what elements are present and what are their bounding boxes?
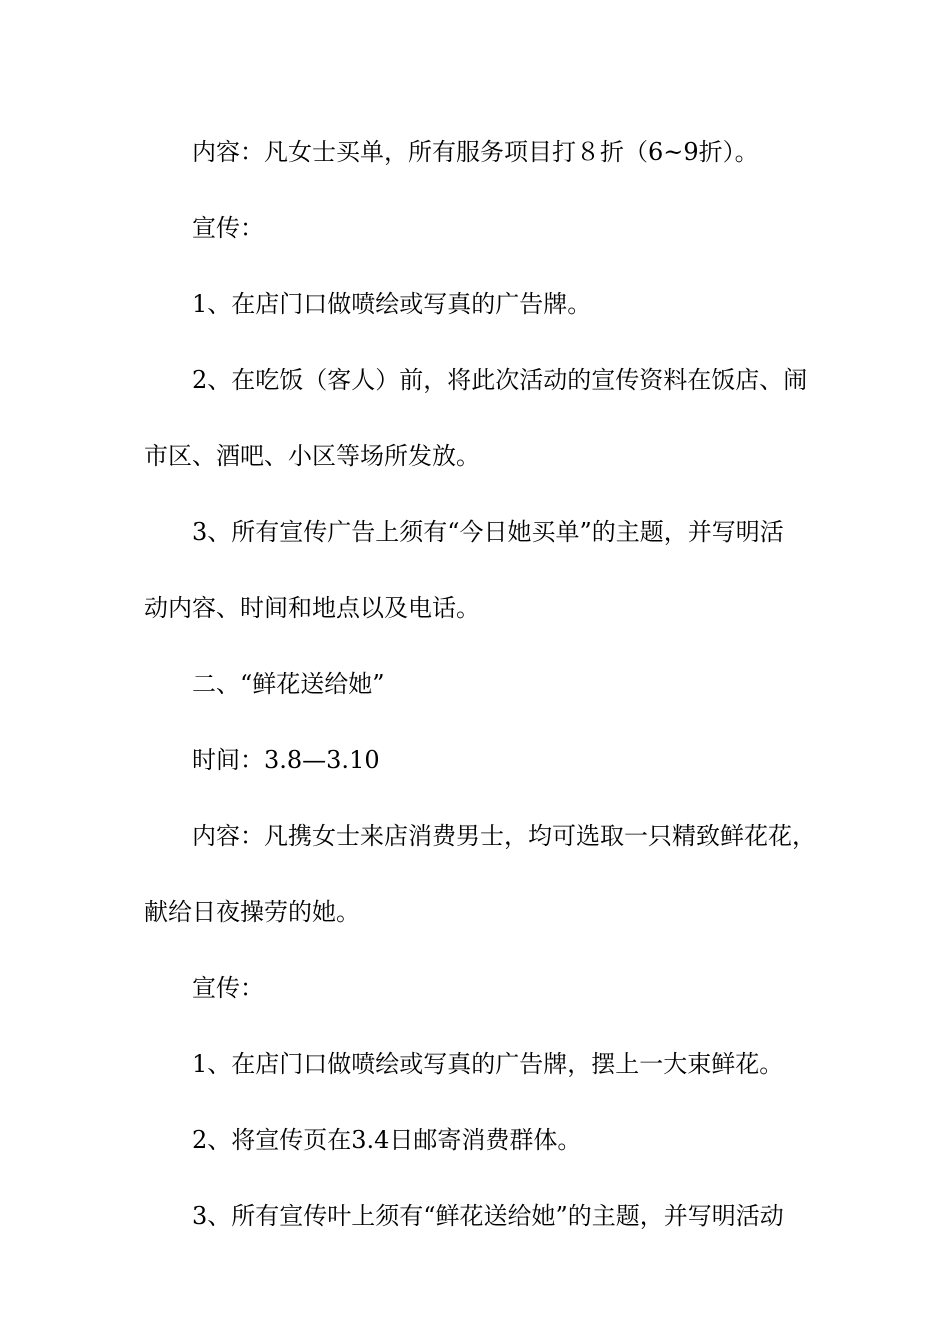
paragraph-promotion-heading-2: 宣传：: [192, 974, 264, 1002]
paragraph-flowers-item-1: 1、在店门口做喷绘或写真的广告牌，摆上一大束鲜花。: [192, 1050, 784, 1078]
document-body: [144, 130, 834, 1270]
section-heading-flowers: 二、“鲜花送给她”: [192, 670, 385, 698]
paragraph-promotion-item-1: 1、在店门口做喷绘或写真的广告牌。: [192, 290, 592, 318]
paragraph-flowers-item-3: 3、所有宣传叶上须有“鲜花送给她”的主题，并写明活动: [192, 1202, 784, 1230]
paragraph-promotion-item-2-cont: 市区、酒吧、小区等场所发放。: [144, 442, 480, 470]
paragraph-time: 时间：3.8—3.10: [192, 746, 380, 774]
paragraph-promotion-item-3: 3、所有宣传广告上须有“今日她买单”的主题，并写明活: [192, 518, 784, 546]
paragraph-flowers-item-2: 2、将宣传页在3.4日邮寄消费群体。: [192, 1126, 582, 1154]
paragraph-promotion-item-3-cont: 动内容、时间和地点以及电话。: [144, 594, 480, 622]
paragraph-content-flowers: 内容：凡携女士来店消费男士，均可选取一只精致鲜花花，: [192, 822, 816, 850]
paragraph-promotion-heading: 宣传：: [192, 214, 264, 242]
paragraph-promotion-item-2: 2、在吃饭（客人）前，将此次活动的宣传资料在饭店、闹: [192, 366, 808, 394]
paragraph-content-flowers-cont: 献给日夜操劳的她。: [144, 898, 360, 926]
paragraph-content-discount: 内容：凡女士买单，所有服务项目打８折（6~9折）。: [192, 138, 759, 166]
